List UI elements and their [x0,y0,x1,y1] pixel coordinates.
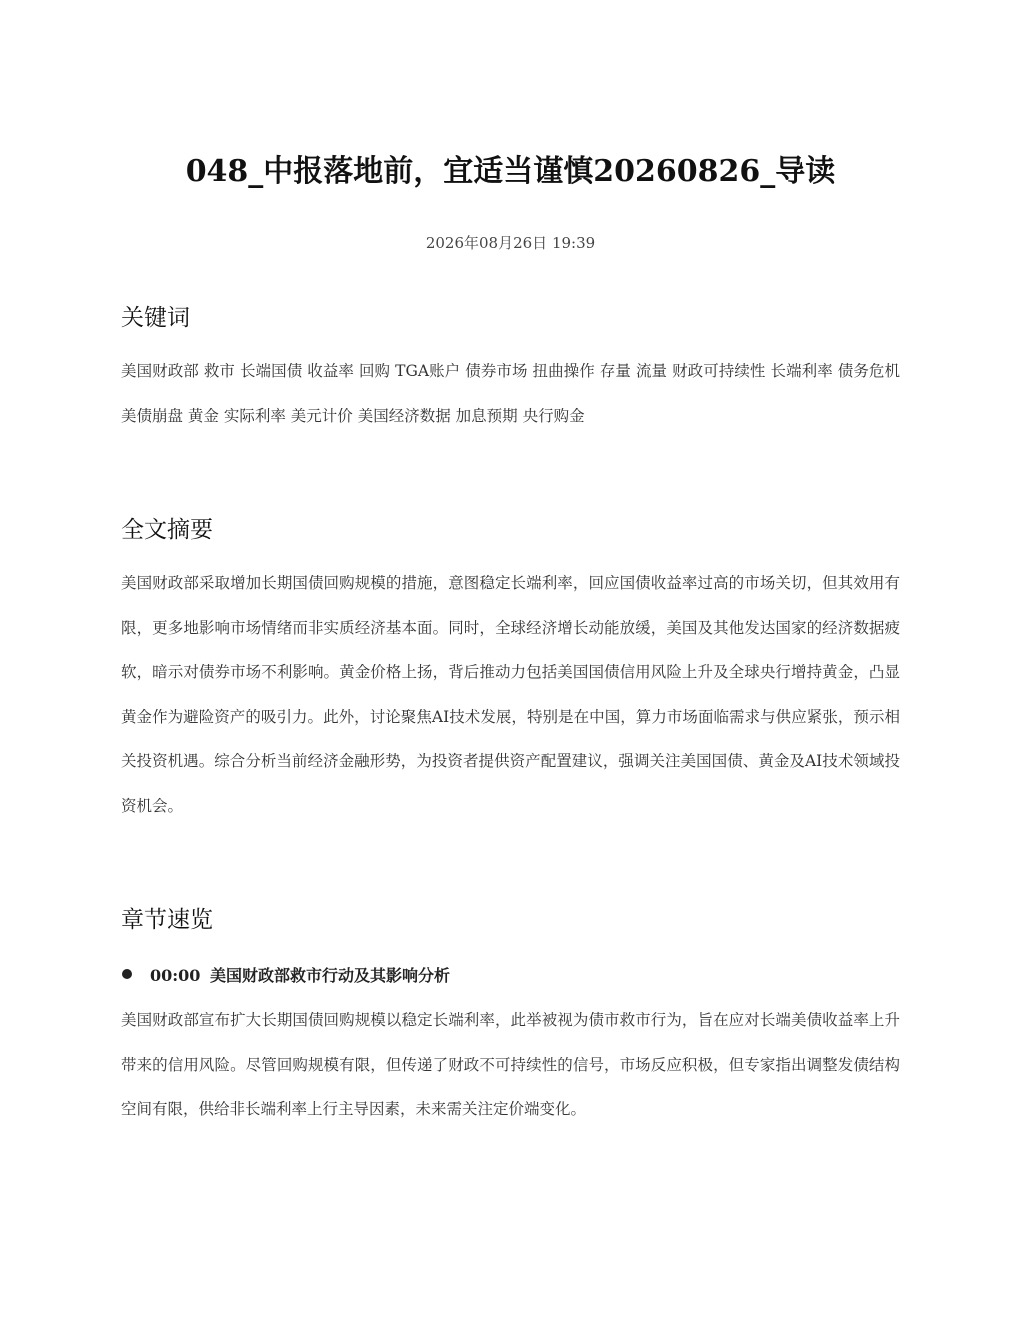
keywords-list: 美国财政部 救市 长端国债 收益率 回购 TGA账户 债券市场 扭曲操作 存量 流量 财政可持续性 长端利率 债务危机 美债崩盘 黄金 实际利率 美元计价 美国经济数据 加息预期 央行购金 [121,362,900,425]
summary-heading: 全文摘要 [121,517,213,543]
document-title: 048_中报落地前，宜适当谨慎20260826_导读 [185,154,836,189]
document-date: 2026年08月26日 19:39 [425,234,596,252]
chapter-title: 美国财政部救市行动及其影响分析 [210,965,451,985]
chapter-title-line [150,963,450,986]
chapters-heading: 章节速览 [121,907,213,933]
bullet-icon [122,969,132,979]
chapter-timestamp: 00:00 [150,965,201,985]
chapter-summary-text: 美国财政部宣布扩大长期国债回购规模以稳定长端利率，此举被视为债市救市行为，旨在应对长端美债收益率上升带来的信用风险。尽管回购规模有限，但传递了财政不可持续性的信号，市场反应积极，但专家指出调整发债结构空间有限，供给非长端利率上行主导因素，未来需关注定价端变化。 [121,1011,900,1118]
summary-text: 美国财政部采取增加长期国债回购规模的措施，意图稳定长端利率，回应国债收益率过高的市场关切，但其效用有限，更多地影响市场情绪而非实质经济基本面。同时，全球经济增长动能放缓，美国及其他发达国家的经济数据疲软，暗示对债券市场不利影响。黄金价格上扬，背后推动力包括美国国债信用风险上升及全球央行增持黄金，凸显黄金作为避险资产的吸引力。此外，讨论聚焦AI技术发展，特别是在中国，算力市场面临需求与供应紧张，预示相关投资机遇。综合分析当前经济金融形势，为投资者提供资产配置建议，强调关注美国国债、黄金及AI技术领域投资机会。 [121,574,900,815]
keywords-heading: 关键词 [121,305,190,331]
chapter-item-header [121,960,900,988]
